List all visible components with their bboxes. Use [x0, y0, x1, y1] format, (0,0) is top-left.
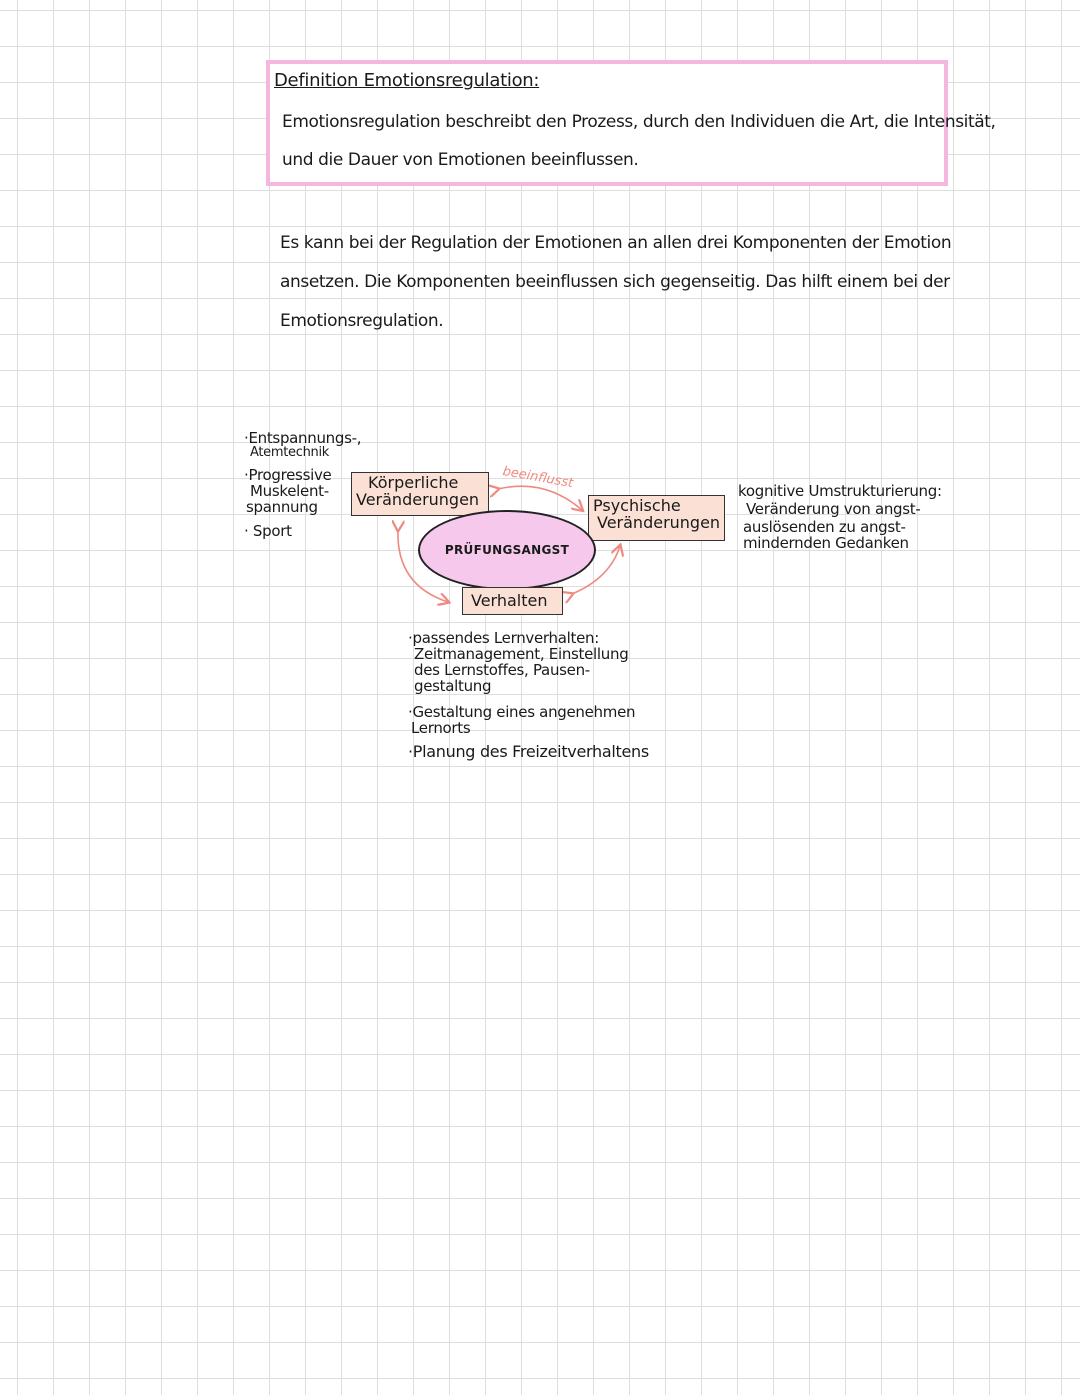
node-verhalten-label: Verhalten — [471, 591, 548, 610]
left-note-line-2: Atemtechnik — [250, 445, 329, 460]
right-note-line-1: kognitive Umstrukturierung: — [738, 482, 942, 500]
definition-text-line-1: Emotionsregulation beschreibt den Prozess, durch den Individuen die Art, die Intensität, — [282, 112, 996, 132]
paragraph-line-1: Es kann bei der Regulation der Emotionen an allen drei Komponenten der Emotion — [280, 233, 952, 253]
bottom-note-line-7: ·Planung des Freizeitverhaltens — [408, 742, 649, 761]
right-note-line-2: Veränderung von angst- — [746, 500, 921, 518]
left-note-line-6: · Sport — [244, 522, 292, 540]
bottom-notes — [408, 630, 649, 760]
left-note-line-4: Muskelent- — [250, 482, 329, 500]
arrow-label-beeinflusst: beeinflusst — [501, 464, 575, 492]
bottom-note-line-5: ·Gestaltung eines angenehmen — [408, 703, 636, 721]
node-pruefungsangst-label: PRÜFUNGSANGST — [444, 543, 570, 557]
node-psych-line-1: Psychische — [593, 496, 681, 515]
left-note-line-3: ·Progressive — [244, 466, 332, 484]
definition-title: Definition Emotionsregulation: — [274, 70, 540, 91]
bottom-note-line-1: ·passendes Lernverhalten: — [408, 629, 599, 647]
node-psychische-veraenderungen — [588, 495, 725, 541]
bottom-note-line-3: des Lernstoffes, Pausen- — [414, 661, 590, 679]
right-notes — [738, 483, 942, 551]
paragraph-line-2: ansetzen. Die Komponenten beeinflussen sich gegenseitig. Das hilft einem bei der — [280, 272, 950, 292]
left-note-line-1: ·Entspannungs-, — [244, 429, 362, 447]
definition-text-line-2: und die Dauer von Emotionen beeinflussen. — [282, 150, 639, 170]
right-note-line-4: mindernden Gedanken — [743, 534, 909, 552]
left-note-line-5: spannung — [246, 498, 318, 516]
node-koerper-line-1: Körperliche — [368, 473, 459, 492]
left-notes — [244, 430, 361, 539]
bottom-note-line-2: Zeitmanagement, Einstellung — [414, 645, 629, 663]
node-psych-line-2: Veränderungen — [597, 513, 721, 532]
node-koerper-line-2: Veränderungen — [356, 490, 480, 509]
node-pruefungsangst — [418, 510, 596, 590]
node-verhalten — [462, 587, 563, 615]
bottom-note-line-6: Lernorts — [411, 719, 471, 737]
right-note-line-3: auslösenden zu angst- — [743, 518, 906, 536]
node-koerperliche-veraenderungen — [351, 472, 489, 516]
paragraph-line-3: Emotionsregulation. — [280, 311, 444, 331]
bottom-note-line-4: gestaltung — [414, 677, 492, 695]
